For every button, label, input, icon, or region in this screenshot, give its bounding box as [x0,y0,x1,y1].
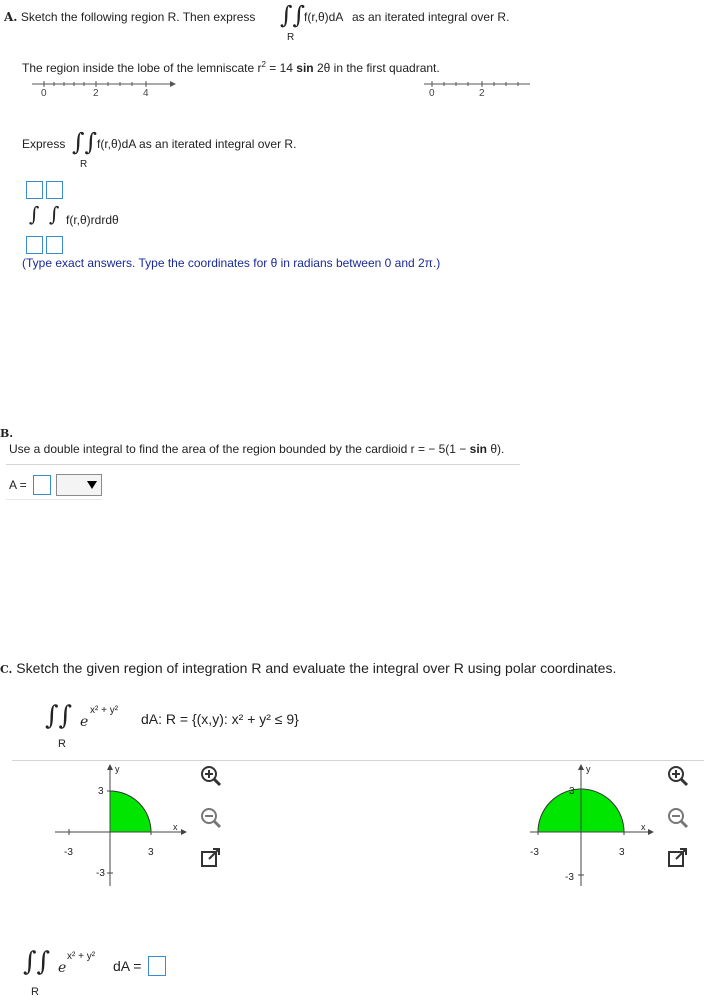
part-b-divider [6,464,520,465]
part-a-hint: (Type exact answers. Type the coordinates for θ in radians between 0 and 2π.) [22,256,441,270]
express-label: Express [22,137,66,151]
outer-upper-limit-input[interactable] [26,181,43,199]
graph1-x-neg3: -3 [64,847,73,858]
part-a-letter: A. [4,10,18,24]
units-dropdown[interactable] [56,474,102,496]
inner-upper-limit-input[interactable] [46,181,63,199]
half-disk-graph[interactable] [524,762,674,892]
graph1-popout-icon[interactable] [198,846,224,870]
integral-value-input[interactable] [148,956,166,976]
graph2-y-pos3: 3 [569,786,575,797]
graph2-y-neg3: -3 [565,872,574,883]
dropdown-arrow-icon [87,481,97,489]
graph2-zoom-in-icon[interactable] [665,764,691,788]
graph2-popout-icon[interactable] [665,846,691,870]
graph1-zoom-out-icon[interactable] [198,806,224,830]
part-a-prompt-post: as an iterated integral over R. [352,10,510,24]
part-b-answer-label: A = [9,478,27,492]
double-integral-symbol: ∫∫ [280,1,306,29]
axis1-tick-0: 0 [41,88,47,99]
iterated-integrand: f(r,θ)rdrdθ [66,213,119,227]
part-c-region: dA: R = {(x,y): x² + y² ≤ 9} [141,711,299,727]
part-c-exp-power: x² + y² [90,705,119,716]
graph2-x-neg3: -3 [530,847,539,858]
graph1-x-pos3: 3 [148,847,154,858]
graph1-y-neg3: -3 [96,868,105,879]
part-b-prompt: Use a double integral to find the area of the region bounded by the cardioid r = − 5(1 − sin θ). [9,442,505,456]
graph2-x-pos3: 3 [619,847,625,858]
part-c-exp-base: e [80,714,89,730]
part-c-letter: C. [0,663,13,676]
part-c-prompt-text: Sketch the given region of integration R and evaluate the integral over R using polar coordinates. [16,660,617,676]
part-a-prompt-pre: Sketch the following region R. Then express [20,10,256,24]
axis1-tick-4: 4 [143,88,149,99]
graph2-y-label: y [586,764,591,774]
graph1-y-label: y [115,764,120,774]
part-b-letter: B. [0,427,14,440]
graph1-zoom-in-icon[interactable] [198,764,224,788]
part-c-divider [12,760,704,761]
part-c-region-sub: R [58,738,66,750]
part-a-integrand: f(r,θ)dA [304,10,344,24]
answer-double-integral-symbol: ∫∫ [23,947,51,977]
part-c-prompt [0,660,616,676]
outer-integral-symbol: ∫ [29,202,40,226]
graph1-y-pos3: 3 [98,786,104,797]
area-input[interactable] [33,475,51,495]
inner-integral-symbol: ∫ [49,202,60,226]
express-text: f(r,θ)dA as an iterated integral over R. [97,137,297,151]
answer-exp-base: e [58,960,67,976]
answer-exp-power: x² + y² [67,951,96,962]
axis2-tick-0: 0 [429,88,435,99]
axis2-tick-2: 2 [479,88,485,99]
inner-lower-limit-input[interactable] [46,236,63,254]
part-a-prompt [4,10,255,24]
part-c-double-integral-symbol: ∫∫ [45,701,73,731]
part-a-region-sub: R [287,32,295,43]
answer-tail: dA = [113,958,142,974]
outer-lower-limit-input[interactable] [26,236,43,254]
answer-region-sub: R [31,986,39,998]
axis1-tick-2: 2 [93,88,99,99]
part-a-description: The region inside the lobe of the lemniscate $r^2 = 14$ sin 2θ in the first quadrant. [22,60,440,75]
graph2-zoom-out-icon[interactable] [665,806,691,830]
graph2-x-label: x [641,822,646,832]
graph1-x-label: x [173,822,178,832]
express-region-sub: R [80,159,88,170]
part-b-answer-underline [6,499,102,500]
express-integral-symbol: ∫∫ [72,128,98,156]
